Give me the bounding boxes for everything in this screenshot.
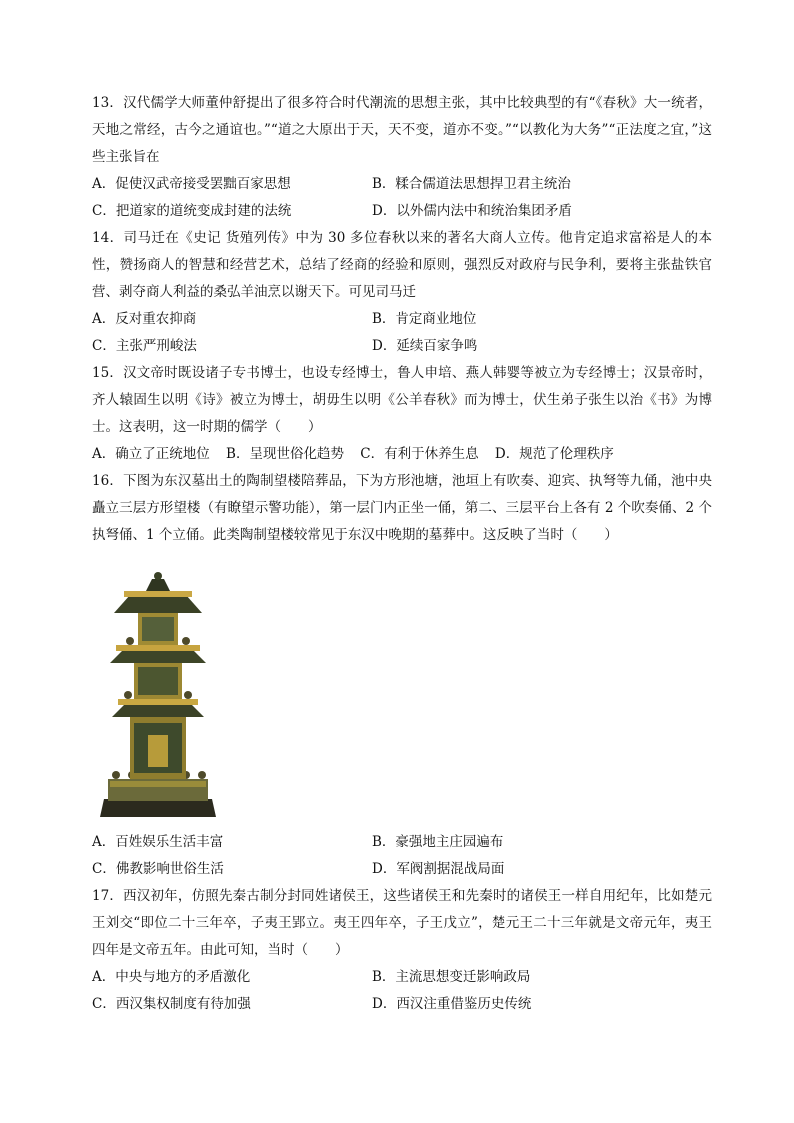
question-stem: 17．西汉初年，仿照先秦古制分封同姓诸侯王，这些诸侯王和先秦时的诸侯王一样自用纪年，比如楚元王刘交“即位二十三年卒，子夷王郢立。夷王四年卒，子王戊立”，楚元王二十三年就是文帝元年，夷王四年是文帝五年。由此可知，当时（ ） bbox=[92, 888, 712, 958]
option-b[interactable]: B．糅合儒道法思想捍卫君主统治 bbox=[372, 176, 571, 192]
option-c[interactable]: C．有利于休养生息 bbox=[360, 446, 479, 462]
option-list bbox=[92, 306, 712, 360]
question-15 bbox=[92, 360, 712, 468]
question-stem: 16．下图为东汉墓出土的陶制望楼陪葬品，下为方形池塘，池垣上有吹奏、迎宾、执弩等九俑，池中央矗立三层方形望楼（有瞭望示警功能），第一层门内正坐一俑，第二、三层平台上各有 2 个吹奏俑、2 个执弩俑、1 个立俑。此类陶制望楼较常见于东汉中晚期的墓葬中。这反映了当时（ ） bbox=[92, 473, 712, 543]
question-16 bbox=[92, 468, 712, 883]
option-list bbox=[92, 829, 712, 883]
exam-page bbox=[92, 90, 712, 1018]
option-list bbox=[92, 964, 712, 1018]
option-d[interactable]: D．规范了伦理秩序 bbox=[494, 446, 614, 462]
option-b[interactable]: B．肯定商业地位 bbox=[372, 311, 477, 327]
question-stem: 15．汉文帝时既设诸子专书博士，也设专经博士，鲁人申培、燕人韩婴等被立为专经博士；汉景帝时，齐人辕固生以明《诗》被立为博士，胡毋生以明《公羊春秋》而为博士，伏生弟子张生以治《书》为博士。这表明，这一时期的儒学（ ） bbox=[92, 365, 712, 435]
option-d[interactable]: D．以外儒内法中和统治集团矛盾 bbox=[372, 203, 572, 219]
option-c[interactable]: C．把道家的道统变成封建的法统 bbox=[92, 203, 292, 219]
pottery-watchtower-image bbox=[98, 567, 218, 827]
option-a[interactable]: A．确立了正统地位 bbox=[92, 446, 210, 462]
option-a[interactable]: A．促使汉武帝接受罢黜百家思想 bbox=[92, 176, 291, 192]
question-14 bbox=[92, 225, 712, 360]
option-a[interactable]: A．中央与地方的矛盾激化 bbox=[92, 969, 251, 985]
question-stem: 14．司马迁在《史记 货殖列传》中为 30 多位春秋以来的著名大商人立传。他肯定追求富裕是人的本性，赞扬商人的智慧和经营艺术，总结了经商的经验和原则，强烈反对政府与民争利，要将主张盐铁官营、剥夺商人利益的桑弘羊油烹以谢天下。可见司马迁 bbox=[92, 230, 712, 300]
option-b[interactable]: B．主流思想变迁影响政局 bbox=[372, 969, 531, 985]
question-stem: 13．汉代儒学大师董仲舒提出了很多符合时代潮流的思想主张，其中比较典型的有“《春秋》大一统者，天地之常经，古今之通谊也。”“道之大原出于天，天不变，道亦不变。”“以教化为大务”“正法度之宜，”这些主张旨在 bbox=[92, 95, 712, 165]
option-d[interactable]: D．西汉注重借鉴历史传统 bbox=[372, 996, 532, 1012]
option-c[interactable]: C．主张严刑峻法 bbox=[92, 338, 197, 354]
option-c[interactable]: C．西汉集权制度有待加强 bbox=[92, 996, 251, 1012]
option-c[interactable]: C．佛教影响世俗生活 bbox=[92, 861, 224, 877]
option-b[interactable]: B．呈现世俗化趋势 bbox=[226, 446, 344, 462]
question-17 bbox=[92, 883, 712, 1018]
option-list bbox=[92, 441, 712, 468]
option-b[interactable]: B．豪强地主庄园遍布 bbox=[372, 834, 504, 850]
option-list bbox=[92, 171, 712, 225]
option-d[interactable]: D．延续百家争鸣 bbox=[372, 338, 478, 354]
question-13 bbox=[92, 90, 712, 225]
option-d[interactable]: D．军阀割据混战局面 bbox=[372, 861, 505, 877]
option-a[interactable]: A．反对重农抑商 bbox=[92, 311, 197, 327]
option-a[interactable]: A．百姓娱乐生活丰富 bbox=[92, 834, 224, 850]
